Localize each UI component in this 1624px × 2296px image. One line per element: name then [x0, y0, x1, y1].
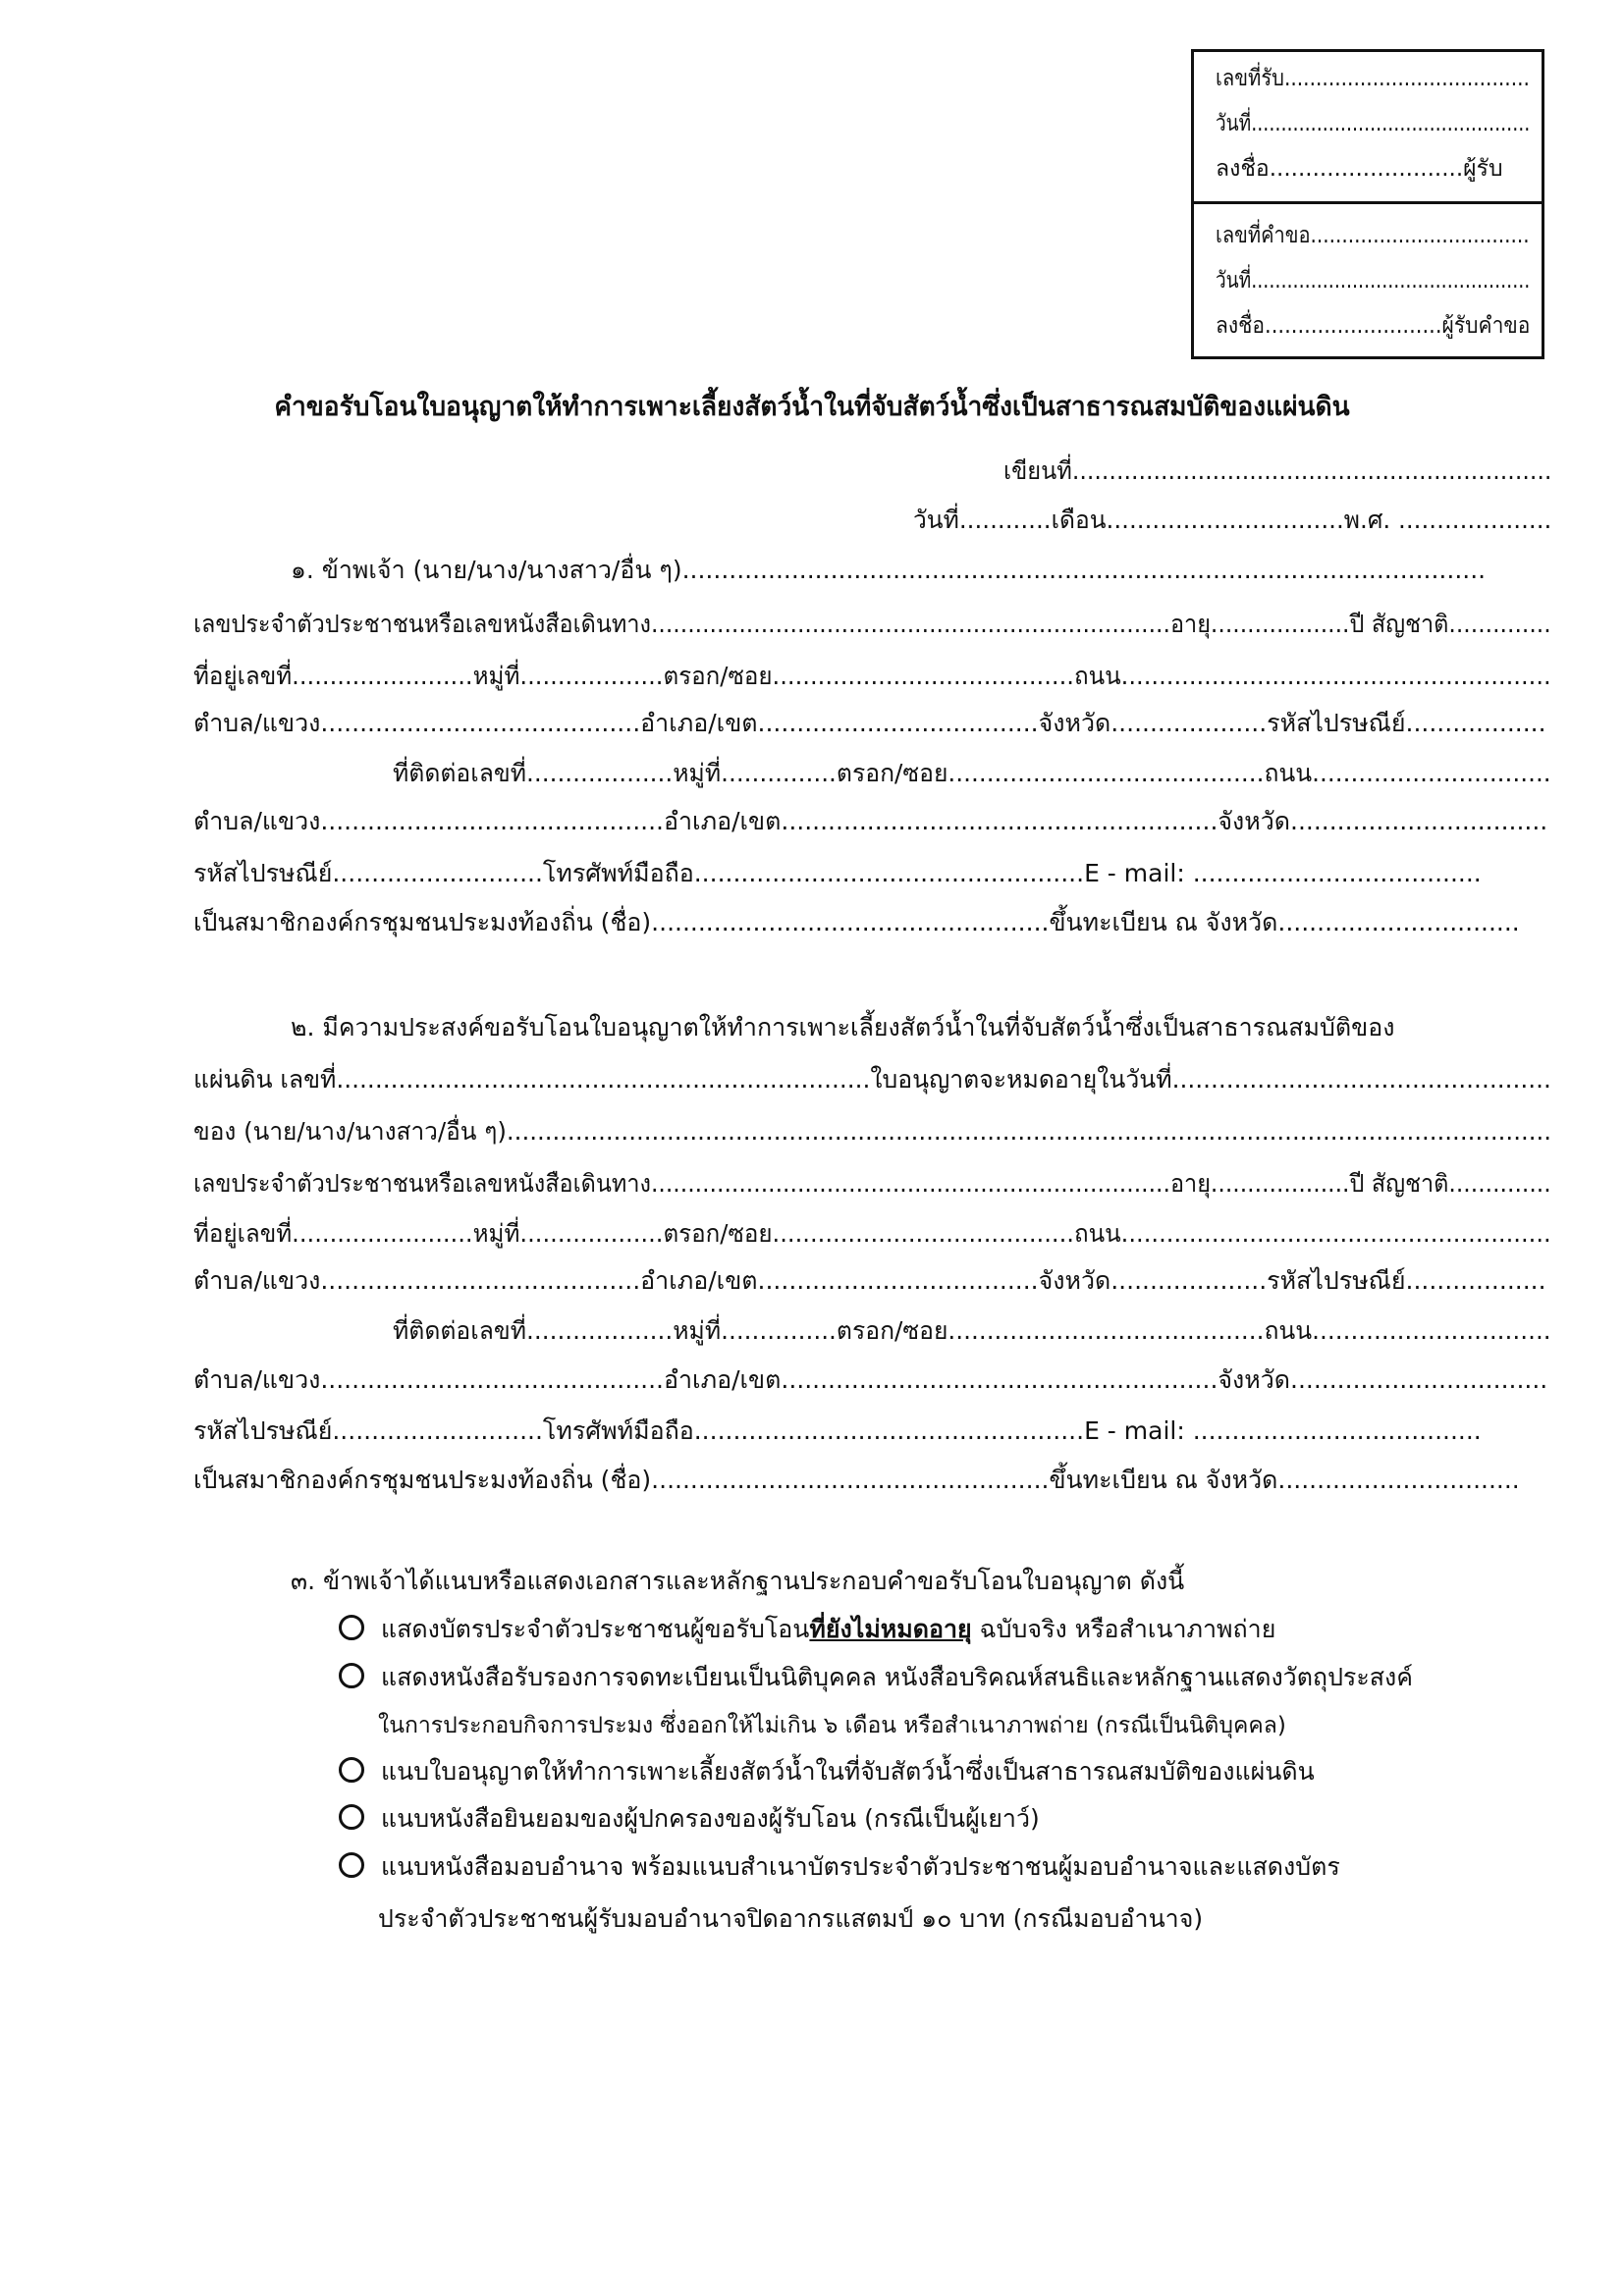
s2-subdistrict-district[interactable]: ตำบล/แขวง.........................................อำเภอ/เขต....................................จังหวัด....................รหัสไปรษณีย์..................: [193, 1266, 1546, 1295]
s3-item-power-of-attorney-cont: ประจำตัวประชาชนผู้รับมอบอำนาจปิดอากรแสตมป์ ๑๐ บาท (กรณีมอบอำนาจ): [378, 1904, 1204, 1933]
s3-item-juristic-docs-cont: ในการประกอบกิจการประมง ซึ่งออกให้ไม่เกิน ๖ เดือน หรือสำเนาภาพถ่าย (กรณีเป็นนิติบุคคล): [378, 1713, 1286, 1738]
s2-address[interactable]: ที่อยู่เลขที่........................หมู่ที่...................ตรอก/ซอย........................................ถนน.........................................................: [193, 1219, 1551, 1248]
checkbox-guardian-consent[interactable]: [339, 1804, 364, 1830]
s1-community-org[interactable]: เป็นสมาชิกองค์กรชุมชนประมงท้องถิ่น (ชื่อ)...................................................ขึ้นทะเบียน ณ จังหวัด...............................: [193, 908, 1520, 936]
s2-contact-subdistrict[interactable]: ตำบล/แขวง............................................อำเภอ/เขต........................................................จังหวัด.................................: [193, 1365, 1548, 1394]
s2-contact-address[interactable]: ที่ติดต่อเลขที่...................หมู่ที่...............ตรอก/ซอย.........................................ถนน...............................: [393, 1316, 1551, 1345]
s1-contact-subdistrict[interactable]: ตำบล/แขวง............................................อำเภอ/เขต........................................................จังหวัด.................................: [193, 807, 1548, 835]
s2-id-age-nationality[interactable]: เลขประจำตัวประชาชนหรือเลขหนังสือเดินทาง.......................................................................อายุ...................ปี สัญชาติ..............: [193, 1169, 1551, 1198]
box-divider: [1194, 201, 1542, 204]
s1-postcode-phone-email[interactable]: รหัสไปรษณีย์...........................โทรศัพท์มือถือ..................................................E - mail: .....................................: [193, 859, 1482, 887]
s2-purpose: ๒. มีความประสงค์ขอรับโอนใบอนุญาตให้ทำการเพาะเลี้ยงสัตว์น้ำในที่จับสัตว์น้ำซึ่งเป็นสาธารณสมบัติของ: [291, 1013, 1395, 1041]
s1-contact-address[interactable]: ที่ติดต่อเลขที่...................หมู่ที่...............ตรอก/ซอย.........................................ถนน...............................: [393, 759, 1551, 787]
s1-applicant-name[interactable]: ๑. ข้าพเจ้า (นาย/นาง/นางสาว/อื่น ๆ).......................................................................................................: [291, 556, 1487, 584]
s1-id-age-nationality[interactable]: เลขประจำตัวประชาชนหรือเลขหนังสือเดินทาง.......................................................................อายุ...................ปี สัญชาติ..............: [193, 610, 1551, 638]
form-title: คำขอรับโอนใบอนุญาตให้ทำการเพาะเลี้ยงสัตว์น้ำในที่จับสัตว์น้ำซึ่งเป็นสาธารณสมบัติของแผ่นดิน: [274, 392, 1350, 422]
s1-subdistrict-district[interactable]: ตำบล/แขวง.........................................อำเภอ/เขต....................................จังหวัด....................รหัสไปรษณีย์..................: [193, 709, 1546, 737]
checkbox-juristic-docs[interactable]: [339, 1663, 364, 1688]
s3-intro: ๓. ข้าพเจ้าได้แนบหรือแสดงเอกสารและหลักฐานประกอบคำขอรับโอนใบอนุญาต ดังนี้: [291, 1567, 1185, 1595]
checkbox-id-card[interactable]: [339, 1615, 364, 1640]
s3-item-license-copy: แนบใบอนุญาตให้ทำการเพาะเลี้ยงสัตว์น้ำในที่จับสัตว์น้ำซึ่งเป็นสาธารณสมบัติของแผ่นดิน: [381, 1757, 1315, 1786]
s3-item-id-card: แสดงบัตรประจำตัวประชาชนผู้ขอรับโอนที่ยังไม่หมดอายุ ฉบับจริง หรือสำเนาภาพถ่าย: [381, 1615, 1276, 1643]
office-use-box: [1191, 49, 1544, 359]
s3-item-juristic-docs: แสดงหนังสือรับรองการจดทะเบียนเป็นนิติบุคคล หนังสือบริคณห์สนธิและหลักฐานแสดงวัตถุประสงค์: [381, 1663, 1413, 1691]
written-at-field[interactable]: เขียนที่.................................................................: [1003, 456, 1552, 485]
s2-community-org[interactable]: เป็นสมาชิกองค์กรชุมชนประมงท้องถิ่น (ชื่อ)...................................................ขึ้นทะเบียน ณ จังหวัด...............................: [193, 1466, 1520, 1494]
s2-postcode-phone-email[interactable]: รหัสไปรษณีย์...........................โทรศัพท์มือถือ..................................................E - mail: .....................................: [193, 1416, 1482, 1445]
s1-address[interactable]: ที่อยู่เลขที่........................หมู่ที่...................ตรอก/ซอย........................................ถนน.........................................................: [193, 662, 1551, 690]
receipt-date-field[interactable]: วันที่...............................................: [1216, 111, 1531, 136]
receipt-number-field[interactable]: เลขที่รับ.......................................: [1216, 66, 1530, 91]
request-signature-field[interactable]: ลงชื่อ...........................ผู้รับคำขอ: [1216, 313, 1531, 339]
s2-owner-name[interactable]: ของ (นาย/นาง/นางสาว/อื่น ๆ).........................................................................................................................................: [193, 1117, 1552, 1146]
s3-item-guardian-consent: แนบหนังสือยินยอมของผู้ปกครองของผู้รับโอน (กรณีเป็นผู้เยาว์): [381, 1804, 1040, 1833]
request-number-field[interactable]: เลขที่คำขอ...................................: [1216, 223, 1530, 248]
receipt-signature-field[interactable]: ลงชื่อ...........................ผู้รับ: [1216, 156, 1503, 182]
not-expired-emphasis: ที่ยังไม่หมดอายุ: [809, 1615, 972, 1643]
request-date-field[interactable]: วันที่...............................................: [1216, 268, 1531, 294]
s2-license-number-expiry[interactable]: แผ่นดิน เลขที่.....................................................................ใบอนุญาตจะหมดอายุในวันที่.................................................: [193, 1065, 1551, 1094]
checkbox-power-of-attorney[interactable]: [339, 1852, 364, 1878]
checkbox-license-copy[interactable]: [339, 1757, 364, 1783]
date-field[interactable]: วันที่............เดือน...............................พ.ศ. ....................: [913, 506, 1552, 534]
s3-item-power-of-attorney: แนบหนังสือมอบอำนาจ พร้อมแนบสำเนาบัตรประจำตัวประชาชนผู้มอบอำนาจและแสดงบัตร: [381, 1852, 1340, 1881]
